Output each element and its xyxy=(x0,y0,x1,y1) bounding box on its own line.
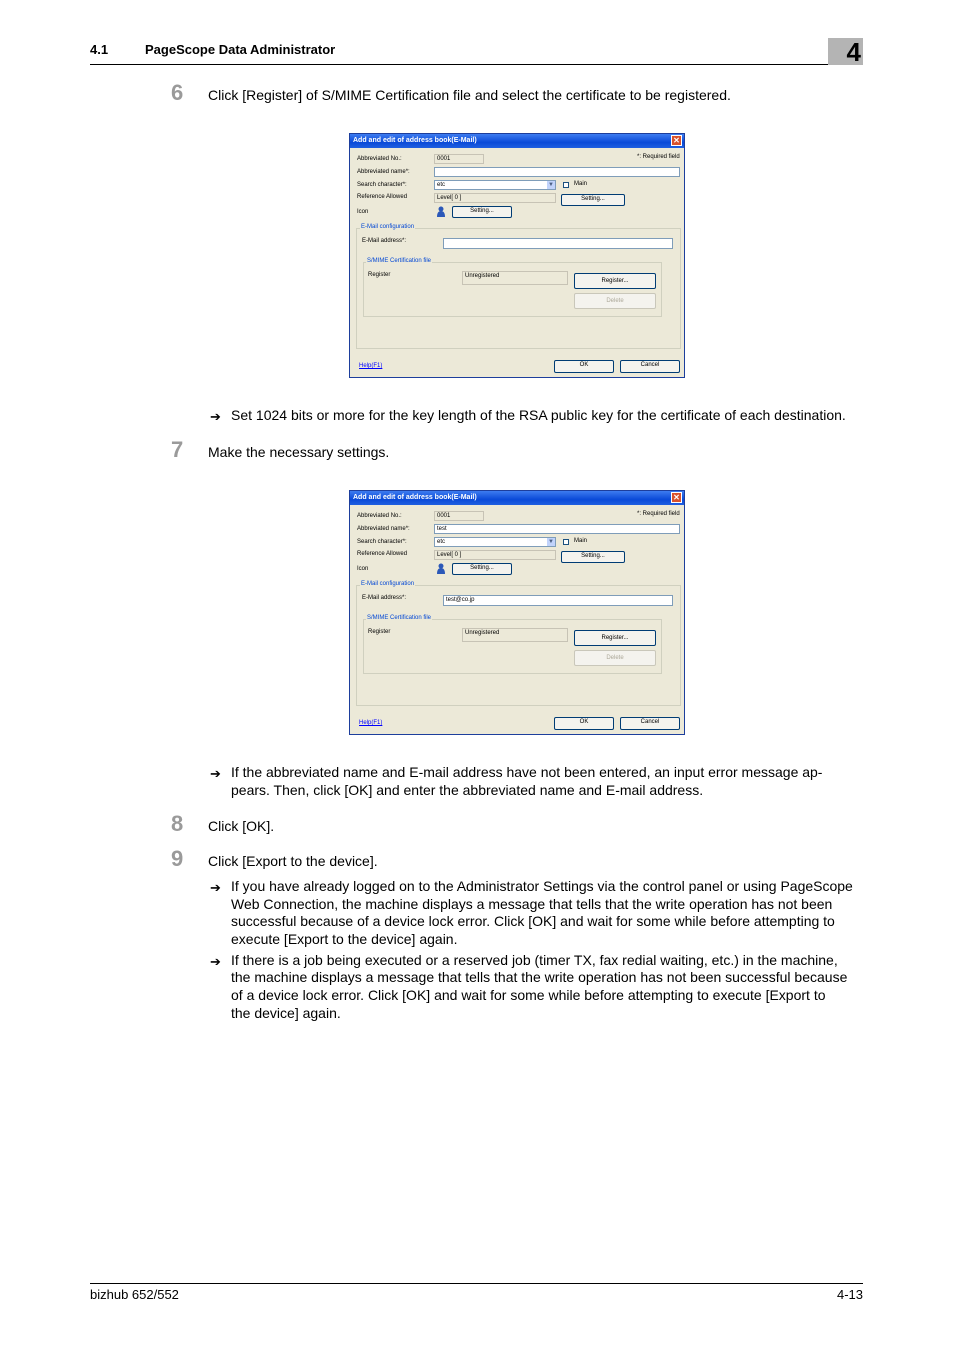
ok-button[interactable]: OK xyxy=(554,717,614,730)
step-text-7: Make the necessary settings. xyxy=(208,444,390,460)
dialog-title: Add and edit of address book(E-Mail) xyxy=(350,491,684,505)
ref-allowed-label: Reference Allowed xyxy=(357,194,408,200)
dialog-title: Add and edit of address book(E-Mail) xyxy=(350,134,684,148)
ref-setting-button[interactable]: Setting... xyxy=(561,194,625,206)
cancel-button[interactable]: Cancel xyxy=(620,360,680,373)
help-link[interactable]: Help(F1) xyxy=(359,363,383,369)
abbrev-name-label: Abbreviated name*: xyxy=(357,169,410,175)
arrow-icon: ➔ xyxy=(210,766,221,781)
search-char-label: Search character*: xyxy=(357,182,407,188)
search-char-select[interactable]: etc xyxy=(434,537,556,547)
user-icon xyxy=(436,563,446,574)
step-number-9: 9 xyxy=(171,846,184,871)
ref-allowed-field: Level[ 0 ] xyxy=(434,550,556,560)
abbrev-no-field: 0001 xyxy=(434,511,484,521)
section-number: 4.1 xyxy=(90,42,109,57)
header-rule xyxy=(90,64,863,65)
register-label: Register xyxy=(368,272,391,278)
abbrev-name-input[interactable]: test xyxy=(434,524,680,534)
footer-rule xyxy=(90,1283,863,1284)
main-checkbox[interactable] xyxy=(563,539,569,545)
main-checkbox[interactable] xyxy=(563,182,569,188)
main-label: Main xyxy=(574,538,588,544)
dialog-address-book-filled xyxy=(349,490,685,735)
ref-allowed-label: Reference Allowed xyxy=(357,551,408,557)
smime-label: S/MIME Certification file xyxy=(367,615,432,621)
arrow-icon: ➔ xyxy=(210,880,221,895)
footer-model: bizhub 652/552 xyxy=(90,1287,179,1302)
icon-label: Icon xyxy=(357,209,369,215)
search-char-select[interactable]: etc xyxy=(434,180,556,190)
required-note: *: Required field xyxy=(637,511,680,517)
user-icon xyxy=(436,206,446,217)
note-input-error-line2: pears. Then, click [OK] and enter the abbreviated name and E-mail address. xyxy=(231,782,704,798)
arrow-icon: ➔ xyxy=(210,409,221,424)
abbrev-name-input[interactable] xyxy=(434,167,680,177)
abbrev-name-label: Abbreviated name*: xyxy=(357,526,410,532)
chevron-down-icon[interactable]: ▼ xyxy=(548,539,554,545)
email-label: E-Mail address*: xyxy=(362,595,407,601)
section-title: PageScope Data Administrator xyxy=(145,42,336,57)
close-icon[interactable]: ✕ xyxy=(671,135,682,146)
dialog-address-book-empty xyxy=(349,133,685,378)
chapter-number: 4 xyxy=(846,37,861,67)
note-device-lock-b-line1: If there is a job being executed or a reserved job (timer TX, fax redial waiting, etc.) in the machine, xyxy=(231,952,838,968)
ref-setting-button[interactable]: Setting... xyxy=(561,551,625,563)
icon-label: Icon xyxy=(357,566,369,572)
note-device-lock-a-line4: execute [Export to the device] again. xyxy=(231,931,458,947)
email-label: E-Mail address*: xyxy=(362,238,407,244)
note-device-lock-a-line2: Web Connection, the machine displays a message that tells that the write operation has not been xyxy=(231,896,833,912)
ref-allowed-field: Level[ 0 ] xyxy=(434,193,556,203)
note-input-error-line1: If the abbreviated name and E-mail address have not been entered, an input error message ap- xyxy=(231,764,823,780)
step-number-6: 6 xyxy=(171,80,184,105)
step-number-8: 8 xyxy=(171,811,184,836)
smime-label: S/MIME Certification file xyxy=(367,258,432,264)
icon-setting-button[interactable]: Setting... xyxy=(452,206,512,218)
chevron-down-icon[interactable]: ▼ xyxy=(548,182,554,188)
note-device-lock-a-line3: successful because of a device lock error. Click [OK] and wait for some while before attempting to xyxy=(231,913,835,929)
email-config-label: E-Mail configuration xyxy=(361,581,415,587)
cancel-button[interactable]: Cancel xyxy=(620,717,680,730)
email-config-label: E-Mail configuration xyxy=(361,224,415,230)
register-button[interactable]: Register... xyxy=(574,630,656,646)
step-text-8: Click [OK]. xyxy=(208,818,275,834)
email-input[interactable] xyxy=(443,238,673,249)
icon-setting-button[interactable]: Setting... xyxy=(452,563,512,575)
search-char-label: Search character*: xyxy=(357,539,407,545)
delete-button[interactable]: Delete xyxy=(574,650,656,666)
required-note: *: Required field xyxy=(637,154,680,160)
close-icon[interactable]: ✕ xyxy=(671,492,682,503)
register-status: Unregistered xyxy=(462,271,568,285)
abbrev-no-label: Abbreviated No.: xyxy=(357,156,402,162)
footer-page-number: 4-13 xyxy=(836,1287,863,1302)
register-button[interactable]: Register... xyxy=(574,273,656,289)
register-status: Unregistered xyxy=(462,628,568,642)
email-input[interactable]: test@co.jp xyxy=(443,595,673,606)
main-label: Main xyxy=(574,181,588,187)
abbrev-no-field: 0001 xyxy=(434,154,484,164)
abbrev-no-label: Abbreviated No.: xyxy=(357,513,402,519)
note-device-lock-b-line4: the device] again. xyxy=(231,1005,341,1021)
arrow-icon: ➔ xyxy=(210,954,221,969)
ok-button[interactable]: OK xyxy=(554,360,614,373)
help-link[interactable]: Help(F1) xyxy=(359,720,383,726)
note-device-lock-a-line1: If you have already logged on to the Administrator Settings via the control panel or using PageScope xyxy=(231,878,853,894)
note-device-lock-b-line2: the machine displays a message that tells that the write operation has not been successful because xyxy=(231,969,848,985)
note-device-lock-b-line3: of a device lock error. Click [OK] and wait for some while before attempting to execute [Export to xyxy=(231,987,826,1003)
step-text-9: Click [Export to the device]. xyxy=(208,853,378,869)
register-label: Register xyxy=(368,629,391,635)
delete-button[interactable]: Delete xyxy=(574,293,656,309)
note-rsa-key: Set 1024 bits or more for the key length of the RSA public key for the certificate of each destination. xyxy=(231,407,846,423)
step-number-7: 7 xyxy=(171,437,184,462)
step-text-6: Click [Register] of S/MIME Certification file and select the certificate to be registered. xyxy=(208,87,731,103)
